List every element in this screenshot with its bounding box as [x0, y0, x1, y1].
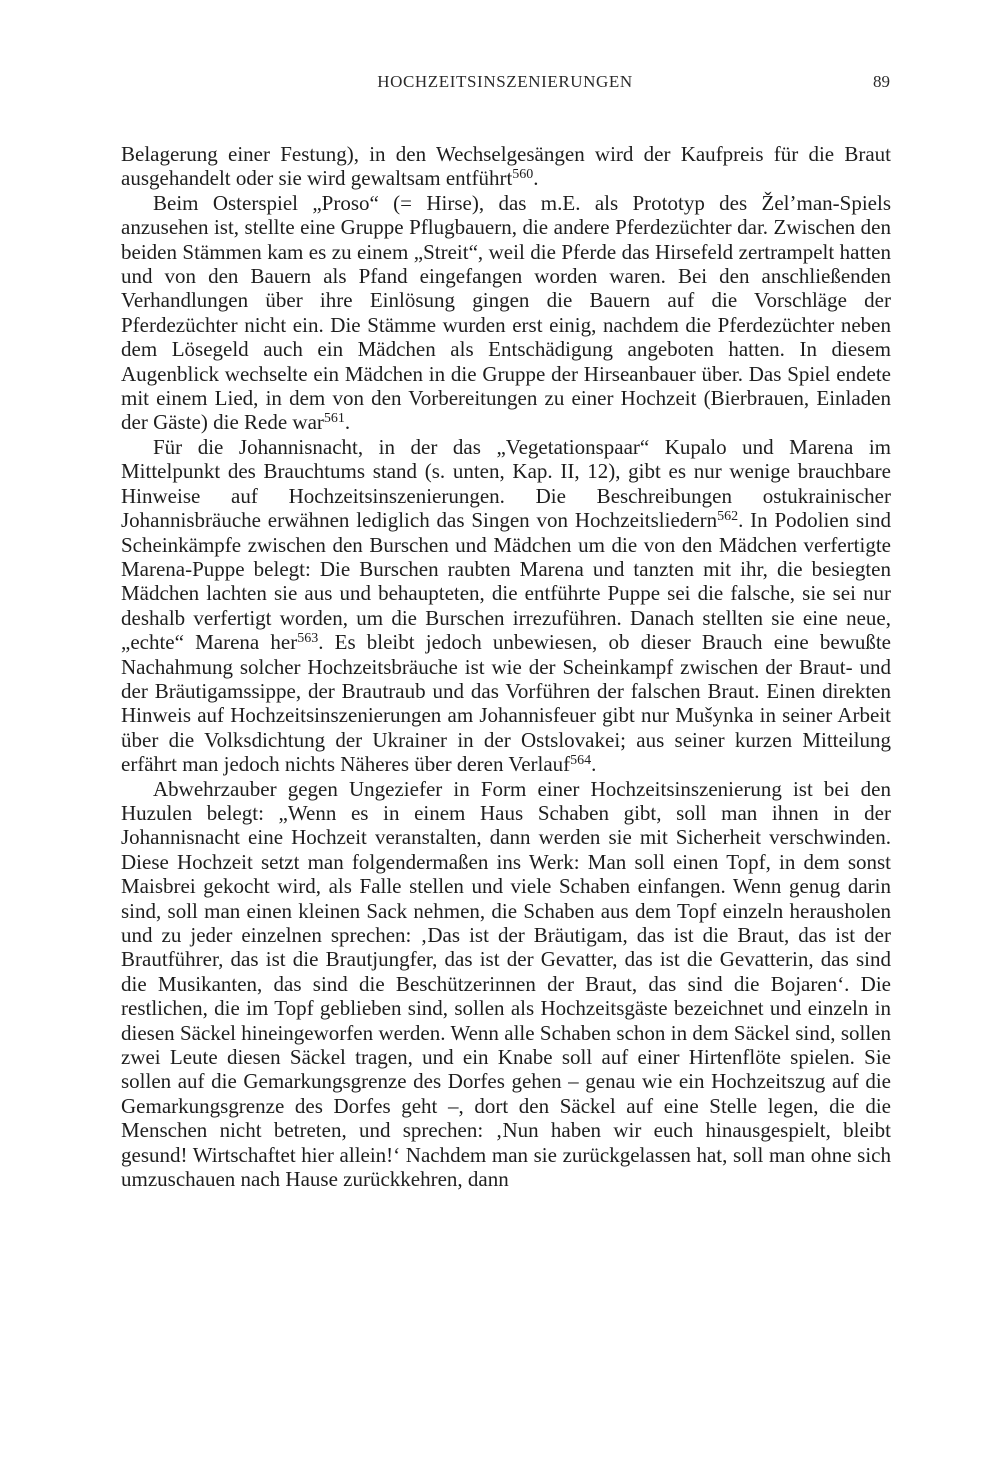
paragraph-text: Für die Johannisnacht, in der das „Vegetationspaar“ Kupalo und Marena im Mittelpunkt des Brauchtums stand (s. unten, Kap. II, 12), gibt es nur wenige brauchbare Hinweise auf Hochzeitsinszenierungen. Die Beschreibungen ostukrainischer Johannisbräuche erwähnen lediglich das Singen von Hochzeitsliedern — [121, 434, 891, 533]
paragraph-4 — [121, 777, 891, 1192]
paragraph-2 — [121, 191, 891, 435]
page-number: 89 — [873, 72, 890, 91]
footnote-ref-564: 564 — [570, 753, 592, 769]
paragraph-text: Abwehrzauber gegen Ungeziefer in Form einer Hochzeitsinszenierung ist bei den Huzulen belegt: „Wenn es in einem Haus Schaben gibt, soll man ihnen in der Johannisnacht eine Hochzeit veranstalten, dann werden sie mit Sicherheit verschwinden. Diese Hochzeit setzt man folgendermaßen ins Werk: Man soll einen Topf, in dem sonst Maisbrei gekocht wird, als Falle stellen und viele Schaben einfangen. Wenn genug darin sind, soll man einen kleinen Sack nehmen, die Schaben aus dem Topf einzeln herausholen und zu jeder einzelnen sprechen: ‚Das ist der Bräutigam, das ist die Braut, das ist der Brautführer, das ist die Brautjungfer, das ist der Gevatter, das ist die Gevatterin, das sind die Musikanten, das sind die Beschützerinnen der Braut, das sind die Bojaren‘. Die restlichen, die im Topf geblieben sind, sollen als Hochzeitsgäste bezeichnet und einzeln in diesen Säckel hineingeworfen werden. Wenn alle Schaben schon in dem Säckel sind, sollen zwei Leute diesen Säckel tragen, und ein Knabe soll auf einer Hirtenflöte spielen. Sie sollen auf die Gemarkungsgrenze des Dorfes gehen – genau wie ein Hochzeitszug auf die Gemarkungsgrenze des Dorfes geht –, dort den Säckel auf eine Stelle legen, die die Menschen nicht betreten, und sprechen: ‚Nun haben wir euch hinausgespielt, bleibt gesund! Wirtschaftet hier allein!‘ Nachdem man sie zurückgelassen hat, soll man ohne sich umzuschauen nach Hause zurückkehren, dann — [121, 776, 891, 1192]
running-header — [120, 72, 890, 96]
footnote-ref-560: 560 — [512, 167, 534, 183]
paragraph-text-continued: . In Podolien sind Scheinkämpfe zwischen den Burschen und Mädchen um die von den Mädchen verfertigte Marena-Puppe belegt: Die Burschen raubten Marena und tanzten mit ihr, die besiegten Mädchen lachten sie aus und behaupteten, die entführte Puppe sei die falsche, sie sei nur deshalb verfertigt worden, um die Burschen irrezuführen. Danach stellten sie eine neue, „echte“ Marena her — [121, 508, 891, 655]
paragraph-1 — [121, 142, 891, 191]
body-text — [121, 142, 891, 1191]
paragraph-text-tail: . — [591, 752, 597, 777]
running-title: HOCHZEITSINSZENIERUNGEN — [377, 72, 633, 91]
paragraph-text: Belagerung einer Festung), in den Wechselgesängen wird der Kaufpreis für die Braut ausgehandelt oder sie wird gewaltsam entführt — [121, 142, 891, 191]
paragraph-text-tail: . — [533, 166, 539, 191]
paragraph-text-tail: . — [344, 410, 351, 435]
paragraph-text-continued: . Es bleibt jedoch unbewiesen, ob dieser Brauch eine bewußte Nachahmung solcher Hochzeitsbräuche ist wie der Scheinkampf zwischen der Braut- und der Bräutigamssippe, der Brautraub und das Vorführen der falschen Braut. Einen direkten Hinweis auf Hochzeitsinszenierungen am Johannisfeuer gibt nur Mušynka in seiner Arbeit über die Volksdichtung der Ukrainer in der Ostslovakei; aus seiner kurzen Mitteilung erfährt man jedoch nichts Näheres über deren Verlauf — [121, 630, 891, 777]
footnote-ref-561: 561 — [323, 411, 345, 427]
paragraph-text: Beim Osterspiel „Proso“ (= Hirse), das m.E. als Prototyp des Žel’man-Spiels anzusehen ist, stellte eine Gruppe Pflugbauern, die andere Pferdezüchter dar. Zwischen den beiden Stämmen kam es zu einem „Streit“, weil die Pferde das Hirsefeld zertrampelt hatten und von den Bauern als Pfand eingefangen worden waren. Bei den anschließenden Verhandlungen über ihre Einlösung gingen die Bauern auf die Vorschläge der Pferdezüchter nicht ein. Die Stämme wurden erst einig, nachdem die Pferdezüchter neben dem Lösegeld auch ein Mädchen als Entschädigung angeboten hatten. In diesem Augenblick wechselte ein Mädchen in die Gruppe der Hirseanbauer über. Das Spiel endete mit einem Lied, in dem von den Vorbereitungen zu einer Hochzeit (Bierbrauen, Einladen der Gäste) die Rede war — [121, 190, 891, 435]
paragraph-3 — [121, 435, 891, 777]
footnote-ref-563: 563 — [297, 631, 319, 647]
footnote-ref-562: 562 — [717, 509, 739, 525]
